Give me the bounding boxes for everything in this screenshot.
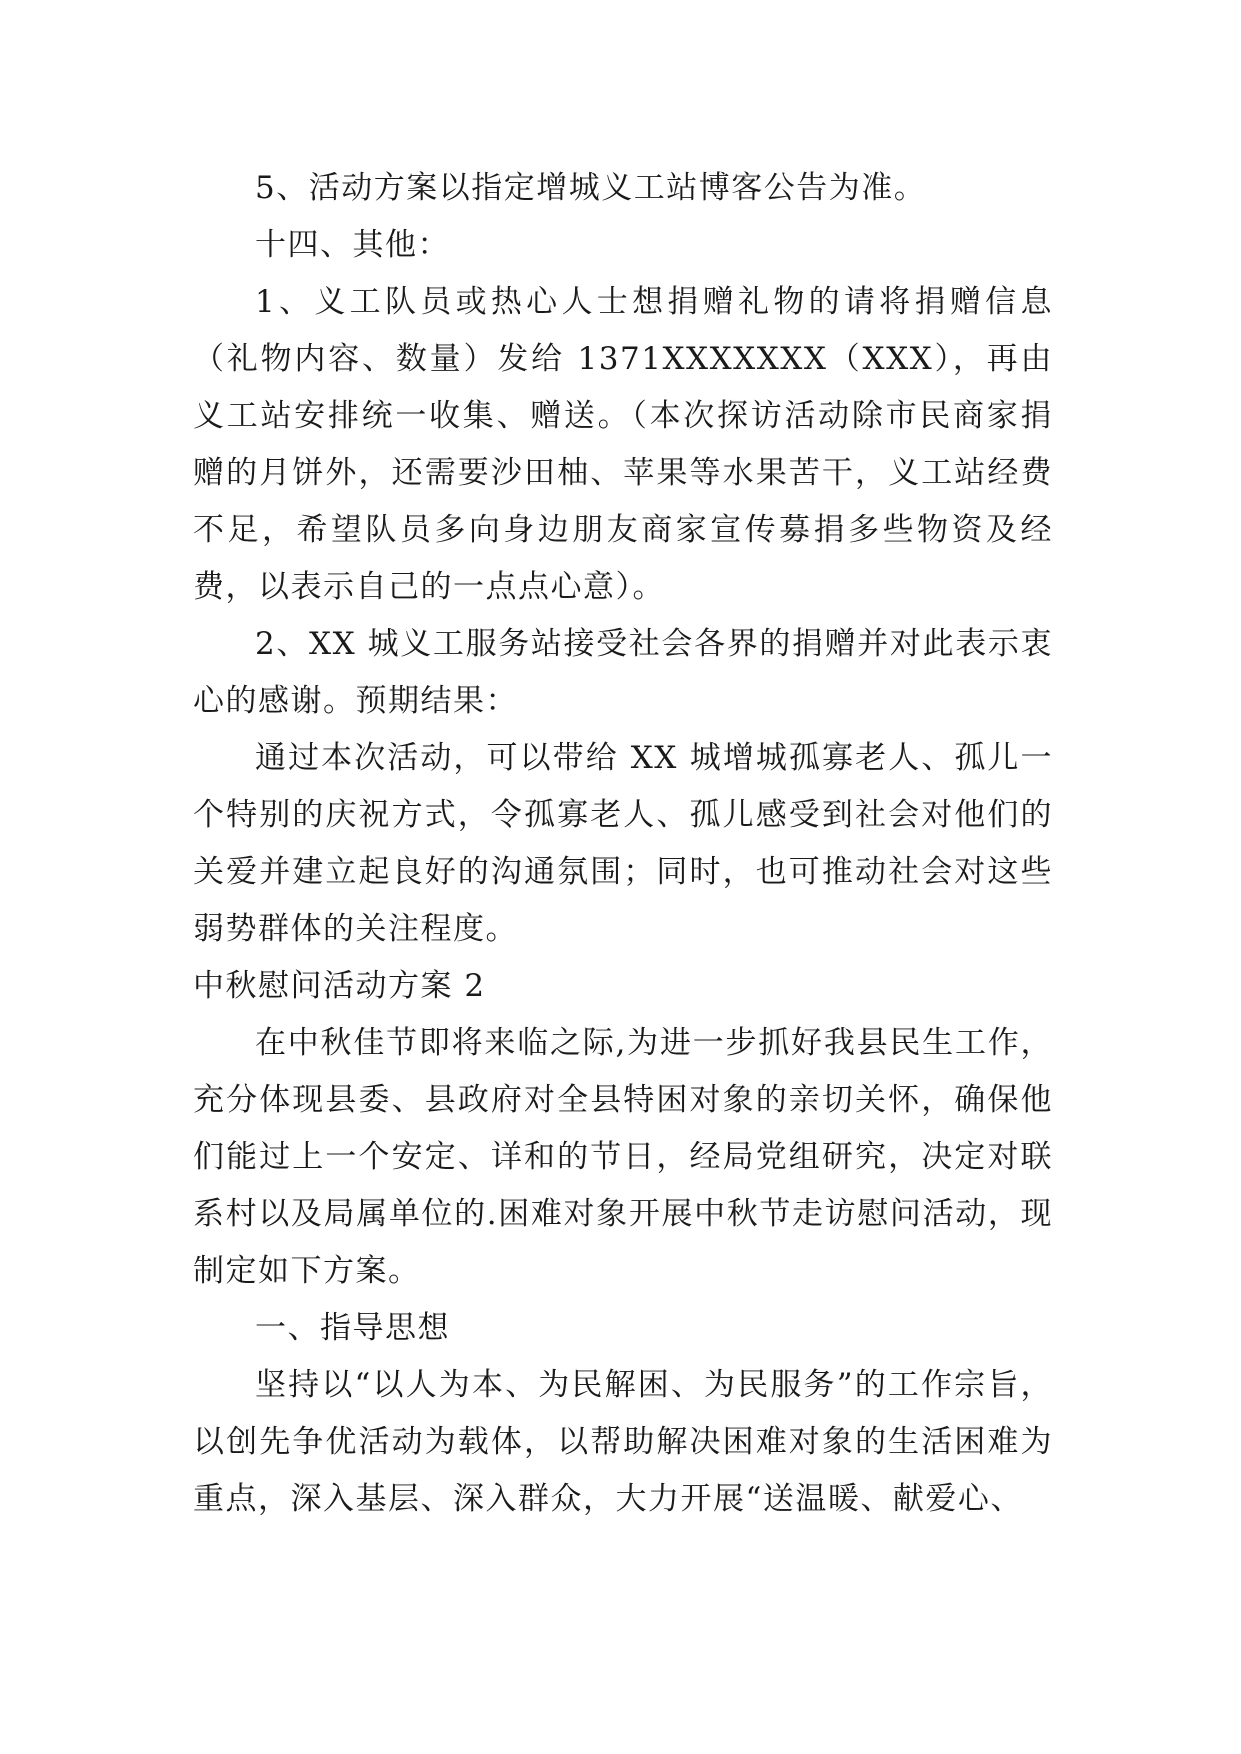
document-body [193,160,1053,1528]
paragraph-item-5: 5、活动方案以指定增城义工站博客公告为准。 [255,170,927,206]
section-heading-other: 十四、其他： [255,227,450,263]
document-title-plan-2: 中秋慰问活动方案 2 [193,968,486,1004]
paragraph-donation-info: 1、义工队员或热心人士想捐赠礼物的请将捐赠信息（礼物内容、数量）发给 1371XXXXXXX（XXX），再由义工站安排统一收集、赠送。（本次探访活动除市民商家捐赠的月饼外，还需要沙田柚、苹果等水果苦干，义工站经费不足，希望队员多向身边朋友商家宣传募捐多些物资及经费，以表示自己的一点点心意）。 [193,284,1053,605]
paragraph-expected-result: 通过本次活动，可以带给 XX 城增城孤寡老人、孤儿一个特别的庆祝方式，令孤寡老人、孤儿感受到社会对他们的关爱并建立起良好的沟通氛围；同时，也可推动社会对这些弱势群体的关注程度。 [193,740,1053,947]
paragraph-thanks: 2、XX 城义工服务站接受社会各界的捐赠并对此表示衷心的感谢。预期结果： [193,626,1053,719]
paragraph-guiding-ideology: 坚持以“以人为本、为民解困、为民服务”的工作宗旨，以创先争优活动为载体，以帮助解决困难对象的生活困难为重点，深入基层、深入群众，大力开展“送温暖、献爱心、 [193,1367,1053,1517]
section-heading-guiding-ideology: 一、指导思想 [255,1310,450,1346]
paragraph-intro: 在中秋佳节即将来临之际,为进一步抓好我县民生工作，充分体现县委、县政府对全县特困对象的亲切关怀，确保他们能过上一个安定、详和的节日，经局党组研究，决定对联系村以及局属单位的.困难对象开展中秋节走访慰问活动，现制定如下方案。 [193,1025,1053,1289]
